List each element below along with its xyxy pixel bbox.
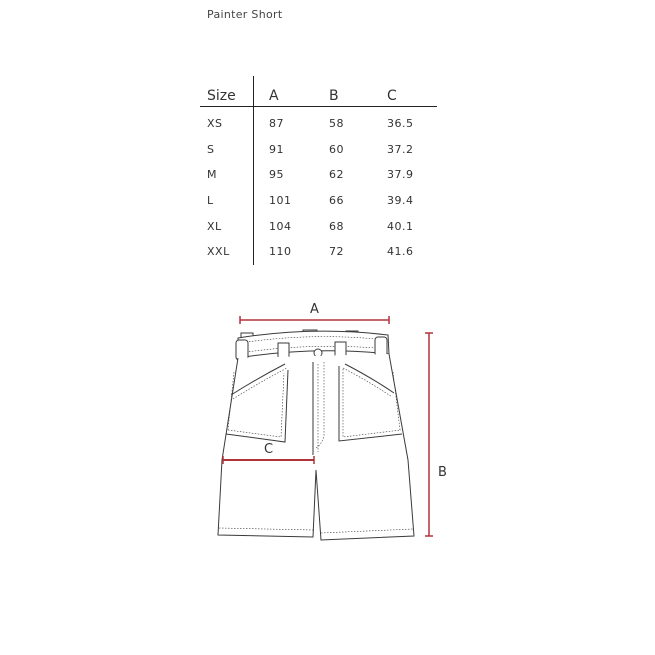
cell-c: 36.5	[387, 117, 414, 131]
header-c: C	[387, 76, 437, 107]
header-b: B	[329, 76, 387, 107]
label-b: B	[438, 465, 447, 480]
waistband	[238, 331, 389, 358]
cell-size: XS	[200, 107, 254, 137]
cell-size: S	[200, 137, 254, 163]
label-c: C	[264, 442, 274, 457]
cell-b: 66	[329, 194, 344, 208]
cell-b: 68	[329, 219, 344, 233]
cell-c: 40.1	[387, 219, 414, 233]
cell-b: 60	[329, 142, 344, 156]
cell-b: 72	[329, 245, 344, 259]
cell-c: 39.4	[387, 194, 414, 208]
cell-size: XXL	[200, 239, 254, 265]
shorts-body	[218, 354, 414, 540]
side-tab-left	[236, 340, 248, 360]
cell-size: XL	[200, 213, 254, 239]
cell-a: 101	[269, 194, 292, 208]
button-icon	[314, 349, 322, 357]
cell-b: 62	[329, 168, 344, 182]
page-title: Painter Short	[207, 8, 283, 21]
cell-size: L	[200, 188, 254, 214]
cell-a: 104	[269, 219, 292, 233]
cell-a: 91	[269, 142, 284, 156]
cell-a: 95	[269, 168, 284, 182]
header-a: A	[254, 76, 330, 107]
cell-c: 37.9	[387, 168, 414, 182]
measure-b	[425, 333, 447, 536]
header-size: Size	[200, 76, 254, 107]
cell-c: 41.6	[387, 245, 414, 259]
shorts-illustration	[218, 330, 414, 540]
side-tab-right	[375, 337, 387, 356]
cell-a: 110	[269, 245, 292, 259]
label-a: A	[310, 302, 319, 317]
cell-a: 87	[269, 117, 284, 131]
measure-a	[240, 302, 389, 324]
cell-b: 58	[329, 117, 344, 131]
cell-c: 37.2	[387, 142, 414, 156]
cell-size: M	[200, 162, 254, 188]
